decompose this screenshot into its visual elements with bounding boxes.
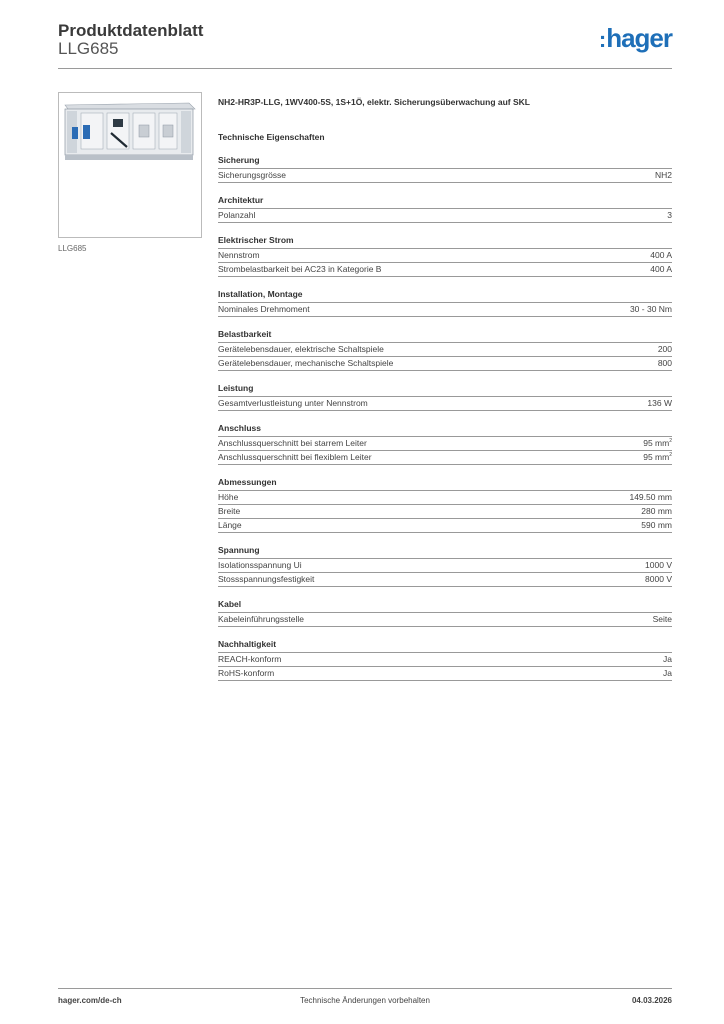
value-text: 3 xyxy=(667,210,672,220)
property-label: Nennstrom xyxy=(218,250,260,260)
property-group xyxy=(218,545,672,587)
property-row xyxy=(218,491,672,505)
value-text: 95 mm xyxy=(643,438,670,448)
property-value xyxy=(653,613,672,626)
property-group xyxy=(218,155,672,183)
property-group xyxy=(218,383,672,411)
footer-website: hager.com/de-ch xyxy=(58,996,122,1005)
property-value xyxy=(630,303,672,316)
property-row xyxy=(218,613,672,627)
value-text: 590 mm xyxy=(641,520,672,530)
property-value xyxy=(629,491,672,504)
property-row xyxy=(218,303,672,317)
value-text: Seite xyxy=(652,614,672,624)
value-text: Ja xyxy=(663,654,672,664)
property-row xyxy=(218,519,672,533)
property-label: Anschlussquerschnitt bei starrem Leiter xyxy=(218,438,367,448)
property-value xyxy=(643,451,672,464)
value-text: 30 - 30 Nm xyxy=(629,304,672,314)
property-row xyxy=(218,437,672,451)
group-title: Belastbarkeit xyxy=(218,329,672,343)
property-group xyxy=(218,289,672,317)
value-text: 95 mm xyxy=(643,452,670,462)
group-title: Anschluss xyxy=(218,423,672,437)
property-groups xyxy=(218,155,672,681)
property-group xyxy=(218,423,672,465)
property-value xyxy=(655,169,672,182)
hager-logo: :hager xyxy=(598,23,672,53)
group-title: Spannung xyxy=(218,545,672,559)
group-title: Sicherung xyxy=(218,155,672,169)
property-value xyxy=(663,653,672,666)
group-title: Nachhaltigkeit xyxy=(218,639,672,653)
property-row xyxy=(218,667,672,681)
value-text: 400 A xyxy=(650,250,672,260)
property-row xyxy=(218,573,672,587)
property-value xyxy=(658,357,672,370)
property-label: Strombelastbarkeit bei AC23 in Kategorie B xyxy=(218,264,382,274)
property-group xyxy=(218,639,672,681)
logo-text: hager xyxy=(606,23,672,53)
property-label: Gerätelebensdauer, elektrische Schaltspiele xyxy=(218,344,384,354)
value-text: 149.50 mm xyxy=(629,492,672,502)
product-description: NH2-HR3P-LLG, 1WV400-5S, 1S+1Ö, elektr. Sicherungsüberwachung auf SKL xyxy=(218,97,530,107)
property-value xyxy=(650,263,672,276)
product-image xyxy=(58,92,202,238)
property-label: Stossspannungsfestigkeit xyxy=(218,574,315,584)
property-value xyxy=(650,249,672,262)
property-label: Polanzahl xyxy=(218,210,256,220)
property-value xyxy=(658,343,672,356)
property-value xyxy=(641,519,672,532)
property-label: Gerätelebensdauer, mechanische Schaltspiele xyxy=(218,358,394,368)
property-label: Länge xyxy=(218,520,242,530)
value-text: 200 xyxy=(657,344,672,354)
image-caption: LLG685 xyxy=(58,244,87,253)
group-title: Elektrischer Strom xyxy=(218,235,672,249)
product-illustration xyxy=(59,93,201,237)
value-text: 280 mm xyxy=(641,506,672,516)
property-group xyxy=(218,477,672,533)
property-label: REACH-konform xyxy=(218,654,282,664)
property-label: Breite xyxy=(218,506,241,516)
property-value xyxy=(667,209,672,222)
property-row xyxy=(218,397,672,411)
property-value xyxy=(643,437,672,450)
property-row xyxy=(218,169,672,183)
property-row xyxy=(218,249,672,263)
group-title: Leistung xyxy=(218,383,672,397)
page-title: Produktdatenblatt xyxy=(58,21,204,40)
technical-properties-heading: Technische Eigenschaften xyxy=(218,132,325,142)
property-value xyxy=(663,667,672,680)
footer-divider xyxy=(58,988,672,989)
property-row xyxy=(218,343,672,357)
header-divider xyxy=(58,68,672,69)
value-text: 800 xyxy=(657,358,672,368)
property-label: Anschlussquerschnitt bei flexiblem Leiter xyxy=(218,452,372,462)
product-code: LLG685 xyxy=(58,39,119,58)
property-row xyxy=(218,357,672,371)
property-row xyxy=(218,451,672,465)
property-label: Höhe xyxy=(218,492,239,502)
property-label: Gesamtverlustleistung unter Nennstrom xyxy=(218,398,368,408)
property-label: Kabeleinführungsstelle xyxy=(218,614,305,624)
value-text: 136 W xyxy=(647,398,672,408)
value-text: 1000 V xyxy=(645,560,672,570)
property-value xyxy=(641,505,672,518)
page-footer xyxy=(58,996,672,1010)
property-row xyxy=(218,209,672,223)
unit-superscript: 2 xyxy=(669,438,672,445)
footer-notice: Technische Änderungen vorbehalten xyxy=(300,996,430,1005)
group-title: Installation, Montage xyxy=(218,289,672,303)
property-label: Isolationsspannung Ui xyxy=(218,560,302,570)
property-row xyxy=(218,263,672,277)
group-title: Architektur xyxy=(218,195,672,209)
property-value xyxy=(645,559,672,572)
property-group xyxy=(218,195,672,223)
value-text: 400 A xyxy=(650,264,672,274)
value-text: Ja xyxy=(663,668,672,678)
page-header xyxy=(58,20,672,68)
property-label: Sicherungsgrösse xyxy=(218,170,287,180)
value-text: 8000 V xyxy=(645,574,672,584)
value-text: NH2 xyxy=(654,170,672,180)
group-title: Kabel xyxy=(218,599,672,613)
property-row xyxy=(218,653,672,667)
property-value xyxy=(645,573,672,586)
footer-date: 04.03.2026 xyxy=(631,996,672,1005)
property-row xyxy=(218,505,672,519)
unit-superscript: 2 xyxy=(669,452,672,459)
property-group xyxy=(218,235,672,277)
property-group xyxy=(218,329,672,371)
group-title: Abmessungen xyxy=(218,477,672,491)
property-row xyxy=(218,559,672,573)
property-group xyxy=(218,599,672,627)
datasheet-content xyxy=(218,95,672,681)
property-label: RoHS-konform xyxy=(218,668,275,678)
property-value xyxy=(647,397,672,410)
property-label: Nominales Drehmoment xyxy=(218,304,310,314)
